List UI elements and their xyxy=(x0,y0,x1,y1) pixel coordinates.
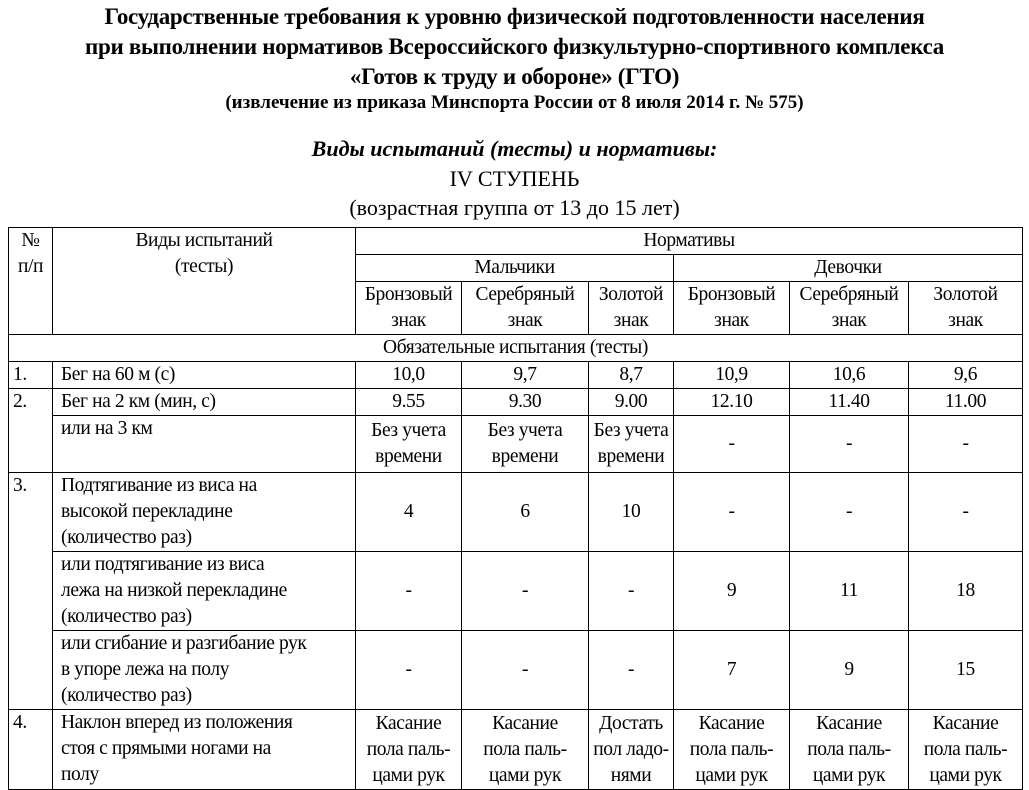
norm-value: 10 xyxy=(589,473,674,552)
norm-value: 10,0 xyxy=(356,362,462,389)
norm-value: - xyxy=(790,416,909,473)
norm-value: 9.00 xyxy=(589,389,674,416)
document-title xyxy=(0,2,1029,92)
norm-value: 8,7 xyxy=(589,362,674,389)
norm-value: - xyxy=(356,552,462,631)
norm-value: - xyxy=(674,473,790,552)
test-name: или сгибание и разгибание рук в упоре лежа на полу (количество раз) xyxy=(53,631,356,710)
row-number: 1. xyxy=(9,362,53,389)
header-badge: Бронзовый знак xyxy=(356,282,462,335)
title-line: при выполнении нормативов Всероссийского физкультурно-спортивного комплекса xyxy=(85,34,944,59)
norm-value: 10,6 xyxy=(790,362,909,389)
norm-value: 12.10 xyxy=(674,389,790,416)
norm-value: Достать пол ладо- нями xyxy=(589,710,674,790)
norm-value: Касание пола паль- цами рук xyxy=(909,710,1023,790)
norm-value: 10,9 xyxy=(674,362,790,389)
table-row xyxy=(9,362,1023,389)
table-row xyxy=(9,631,1023,710)
header-badge: Золотой знак xyxy=(909,282,1023,335)
title-line: Государственные требования к уровню физической подготовленности населения xyxy=(104,4,925,29)
table-row xyxy=(9,552,1023,631)
header-badge: Бронзовый знак xyxy=(674,282,790,335)
norm-value: - xyxy=(589,552,674,631)
norm-value: - xyxy=(589,631,674,710)
norm-value: Без учета времени xyxy=(462,416,589,473)
norm-value: Касание пола паль- цами рук xyxy=(356,710,462,790)
header-girls: Девочки xyxy=(674,255,1023,282)
table-row xyxy=(9,710,1023,790)
table-row xyxy=(9,473,1023,552)
header-tests: Виды испытаний (тесты) xyxy=(53,228,356,335)
age-group: (возрастная группа от 13 до 15 лет) xyxy=(349,195,680,220)
norm-value: Касание пола паль- цами рук xyxy=(674,710,790,790)
row-number: 4. xyxy=(9,710,53,790)
norm-value: 9,6 xyxy=(909,362,1023,389)
norm-value: - xyxy=(674,416,790,473)
norm-value: 7 xyxy=(674,631,790,710)
norm-value: - xyxy=(462,631,589,710)
section-mandatory: Обязательные испытания (тесты) xyxy=(9,335,1023,362)
norm-value: 6 xyxy=(462,473,589,552)
norm-value: 11.00 xyxy=(909,389,1023,416)
norm-value: 9,7 xyxy=(462,362,589,389)
norm-value: 11 xyxy=(790,552,909,631)
norm-value: 15 xyxy=(909,631,1023,710)
norm-value: 9.30 xyxy=(462,389,589,416)
norm-value: Касание пола паль- цами рук xyxy=(462,710,589,790)
test-name: Наклон вперед из положения стоя с прямыми ногами на полу xyxy=(53,710,356,790)
norm-value: 4 xyxy=(356,473,462,552)
test-name: Подтягивание из виса на высокой перекладине (количество раз) xyxy=(53,473,356,552)
section-heading: Виды испытаний (тесты) и нормативы: xyxy=(311,136,718,161)
norm-value: Касание пола паль- цами рук xyxy=(790,710,909,790)
header-boys: Мальчики xyxy=(356,255,674,282)
norm-value: - xyxy=(909,416,1023,473)
test-name: или подтягивание из виса лежа на низкой перекладине (количество раз) xyxy=(53,552,356,631)
norm-value: Без учета времени xyxy=(589,416,674,473)
norm-value: 18 xyxy=(909,552,1023,631)
test-name: или на 3 км xyxy=(53,416,356,473)
table-row xyxy=(9,416,1023,473)
stage-heading: IV СТУПЕНЬ xyxy=(449,166,580,191)
header-norms: Нормативы xyxy=(356,228,1023,255)
norm-value: 9 xyxy=(674,552,790,631)
test-name: Бег на 60 м (с) xyxy=(53,362,356,389)
header-badge: Серебряный знак xyxy=(462,282,589,335)
standards-table xyxy=(8,227,1023,790)
norm-value: - xyxy=(462,552,589,631)
row-number: 3. xyxy=(9,473,53,710)
header-badge: Серебряный знак xyxy=(790,282,909,335)
table-row xyxy=(9,389,1023,416)
header-number: № п/п xyxy=(9,228,53,335)
norm-value: 9 xyxy=(790,631,909,710)
norm-value: 11.40 xyxy=(790,389,909,416)
title-line: «Готов к труду и обороне» (ГТО) xyxy=(349,64,680,89)
norm-value: Без учета времени xyxy=(356,416,462,473)
row-number: 2. xyxy=(9,389,53,473)
norm-value: 9.55 xyxy=(356,389,462,416)
document-subtitle: (извлечение из приказа Минспорта России от 8 июля 2014 г. № 575) xyxy=(225,92,804,113)
norm-value: - xyxy=(790,473,909,552)
norm-value: - xyxy=(909,473,1023,552)
norm-value: - xyxy=(356,631,462,710)
header-badge: Золотой знак xyxy=(589,282,674,335)
test-name: Бег на 2 км (мин, с) xyxy=(53,389,356,416)
